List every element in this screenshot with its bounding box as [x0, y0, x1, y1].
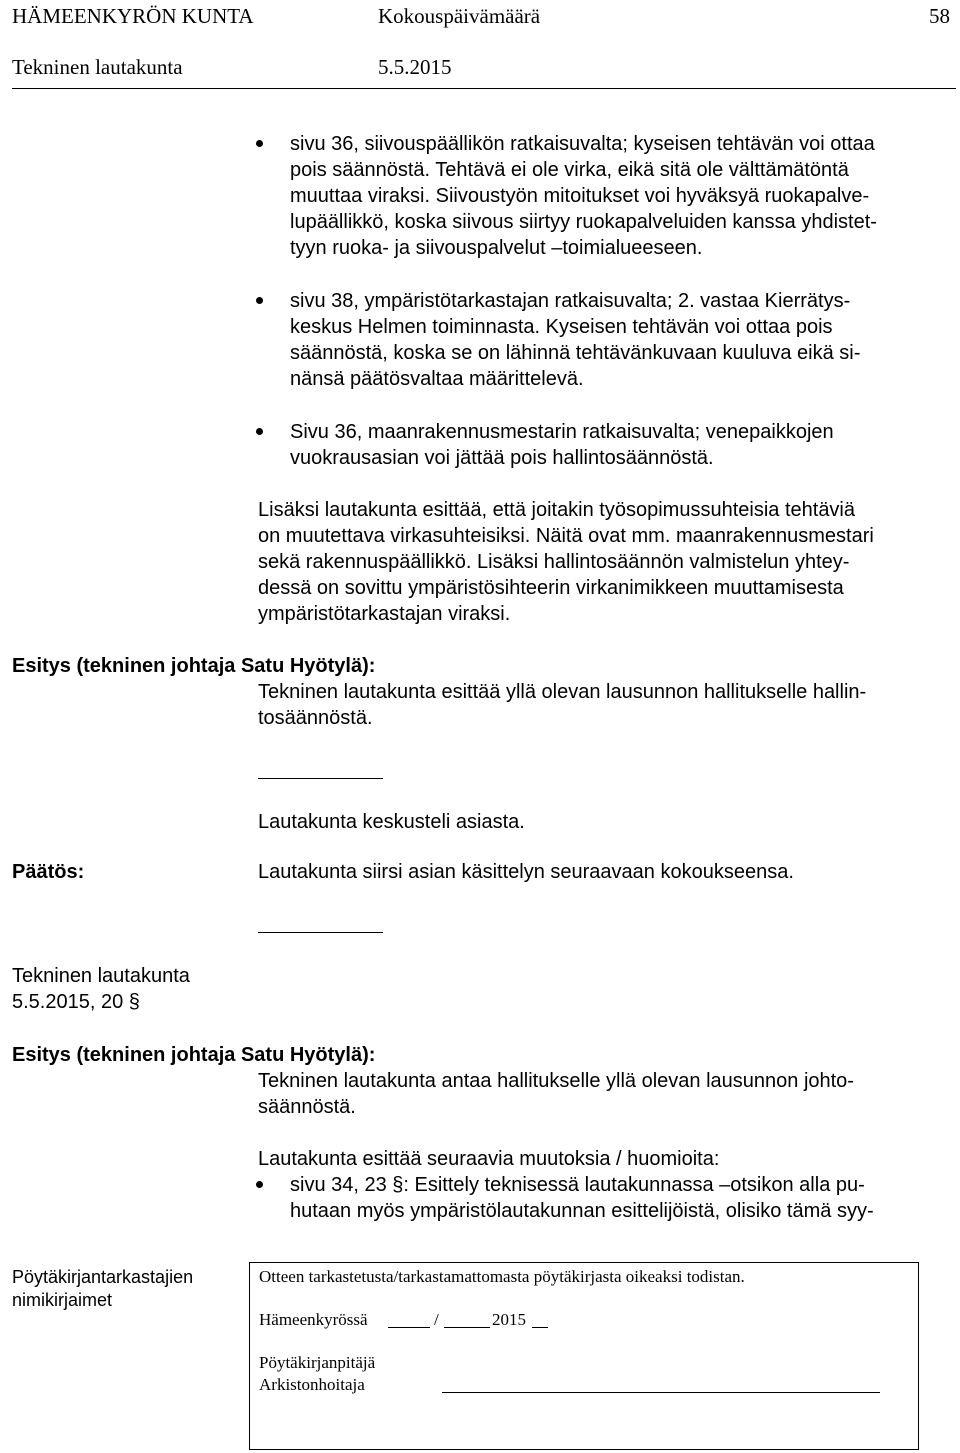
bullet-dot-icon	[253, 1178, 266, 1191]
certification-text: Otteen tarkastetusta/tarkastamattomasta pöytäkirjasta oikeaksi todistan.	[259, 1267, 745, 1286]
decision-label: Päätös:	[12, 861, 85, 883]
meeting-date: 5.5.2015	[378, 55, 452, 79]
year-blank	[532, 1327, 548, 1328]
minutes-keeper-label: Pöytäkirjanpitäjä	[259, 1353, 376, 1372]
separator-line	[258, 778, 383, 779]
proposal-heading: Esitys (tekninen johtaja Satu Hyötylä):	[12, 1044, 376, 1066]
bullet-dot-icon	[253, 137, 266, 150]
committee-name: Tekninen lautakunta	[12, 55, 183, 79]
year-label: 2015	[492, 1310, 526, 1329]
date-slash: /	[434, 1310, 439, 1329]
reference-committee: Tekninen lautakunta	[12, 965, 190, 987]
proposal-heading: Esitys (tekninen johtaja Satu Hyötylä):	[12, 655, 376, 677]
proposal-text: Tekninen lautakunta esittää yllä olevan lausunnon hallitukselle hallin- tosäännöstä.	[258, 681, 867, 729]
list-item: sivu 38, ympäristötarkastajan ratkaisuvalta; 2. vastaa Kierrätys- keskus Helmen toiminnasta. Kyseisen tehtävän voi ottaa pois säännöstä, koska se on lähinnä tehtävänkuvaan kuuluva eikä si- nänsä päätösvaltaa määrittelevä.	[290, 290, 861, 390]
list-item: Sivu 36, maanrakennusmestarin ratkaisuvalta; venepaikkojen vuokrausasian voi jättää pois hallintosäännöstä.	[290, 421, 834, 469]
header-divider	[12, 88, 956, 89]
bullet-dot-icon	[253, 425, 266, 438]
paragraph-additional-changes: Lisäksi lautakunta esittää, että joitakin työsopimussuhteisia tehtäviä on muutettava virkasuhteisiksi. Näitä ovat mm. maanrakennusmestari sekä rakennuspäällikkö. Lisäksi hallintosäännön valmistelun yhtey- dessä on sovittu ympäristösihteerin virkanimikkeen muuttamisesta ympäristötarkastajan viraksi.	[258, 499, 874, 625]
municipality-name: HÄMEENKYRÖN KUNTA	[12, 4, 254, 28]
archivist-label: Arkistonhoitaja	[259, 1375, 365, 1394]
signature-line	[442, 1392, 880, 1393]
month-blank	[444, 1327, 490, 1328]
day-blank	[388, 1327, 430, 1328]
page-number: 58	[929, 4, 950, 28]
date-label: Kokouspäivämäärä	[378, 4, 541, 28]
place-label: Hämeenkyrössä	[259, 1310, 368, 1329]
reviewers-initials-label: Pöytäkirjantarkastajien nimikirjaimet	[12, 1267, 194, 1310]
bullet-dot-icon	[253, 294, 266, 307]
list-item: sivu 36, siivouspäällikön ratkaisuvalta; kyseisen tehtävän voi ottaa pois säännöstä. Tehtävä ei ole virka, eikä sitä ole välttämätöntä muuttaa viraksi. Siivoustyön mitoitukset voi hyväksyä ruokapalve- lupäällikkö, koska siivous siirtyy ruokapalveluiden kanssa yhdistet- tyyn ruoka- ja siivouspalvelut –toimialueeseen.	[290, 133, 877, 259]
separator-line	[258, 932, 383, 933]
reference-meeting: 5.5.2015, 20 §	[12, 991, 140, 1013]
decision-text: Lautakunta siirsi asian käsittelyn seuraavaan kokoukseensa.	[258, 861, 794, 883]
proposal-text: Tekninen lautakunta antaa hallitukselle yllä olevan lausunnon johto- säännöstä.	[258, 1070, 854, 1118]
discussion-note: Lautakunta keskusteli asiasta.	[258, 811, 525, 833]
list-item: sivu 34, 23 §: Esittely teknisessä lautakunnassa –otsikon alla pu- hutaan myös ympäristölautakunnan esittelijöistä, olisiko tämä syy-	[290, 1174, 874, 1222]
changes-intro: Lautakunta esittää seuraavia muutoksia / huomioita:	[258, 1148, 720, 1170]
